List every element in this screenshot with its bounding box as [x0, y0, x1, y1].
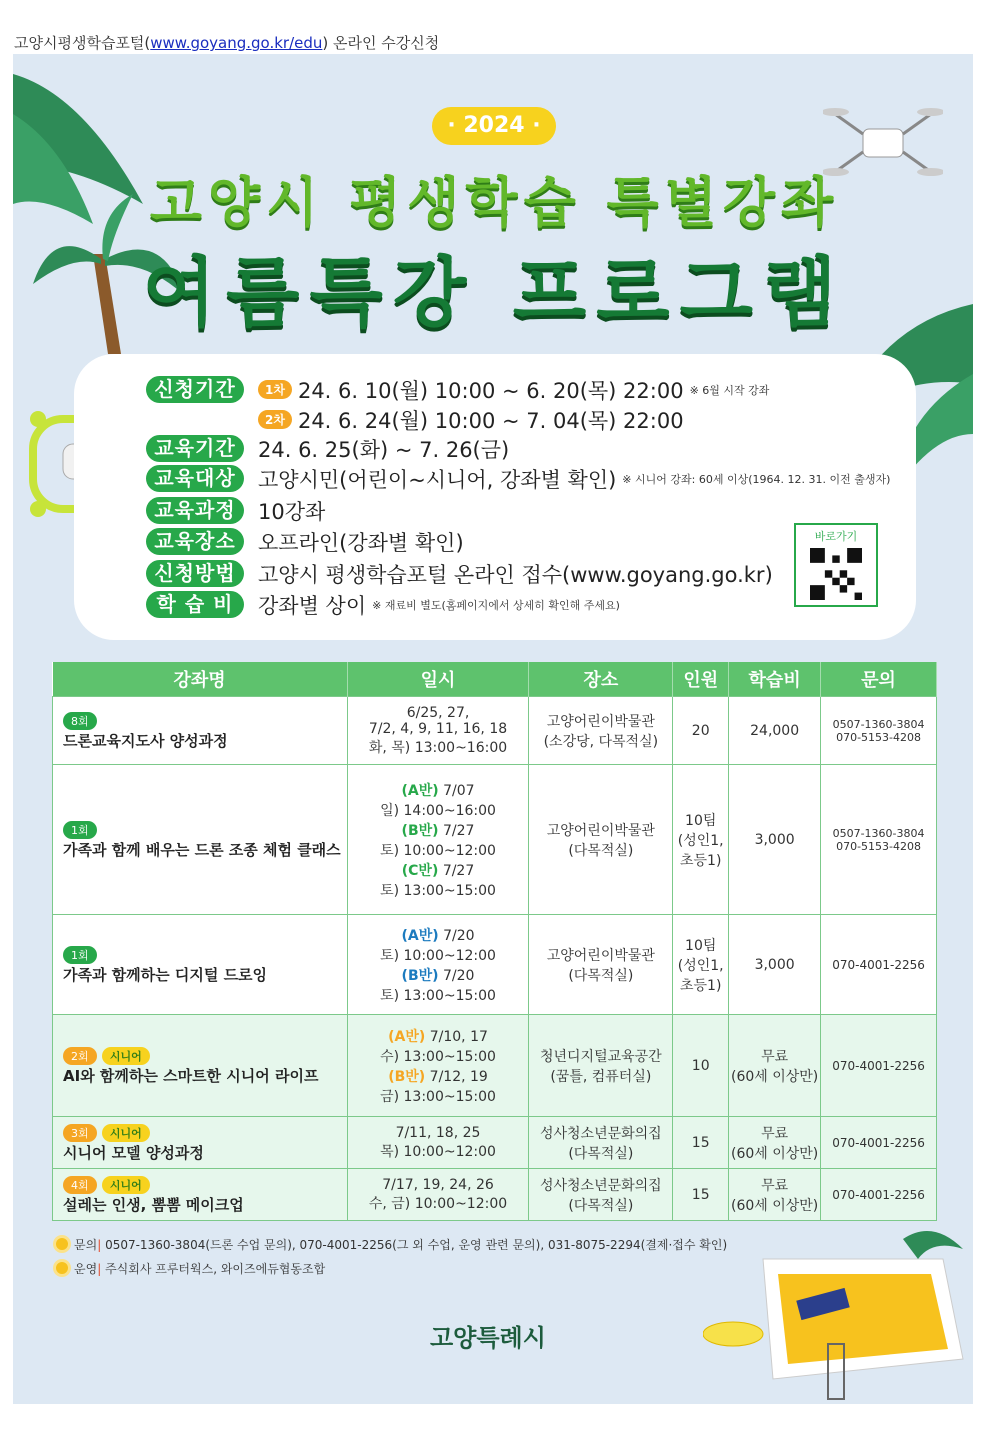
sun-icon: [56, 1238, 68, 1250]
method-value: 고양시 평생학습포털 온라인 접수(www.goyang.go.kr): [258, 562, 773, 587]
portal-link[interactable]: www.goyang.go.kr/edu: [150, 34, 323, 52]
fee-line: (60세 이상만): [730, 1145, 819, 1162]
contact-line: 070-5153-4208: [836, 730, 922, 744]
info-method: [146, 560, 773, 587]
info-target: [146, 465, 890, 492]
fee-note: ※ 재료비 별도(홈페이지에서 상세히 확인해 주세요): [372, 598, 620, 612]
place-line: 청년디지털교육공간: [539, 1048, 662, 1065]
target-value: 고양시민(어린이~시니어, 강좌별 확인): [258, 467, 617, 492]
apply-period-1: 24. 6. 10(월) 10:00 ~ 6. 20(목) 22:00: [297, 378, 684, 403]
contact-cell: 070-4001-2256: [821, 1117, 937, 1169]
contact-line: 0507-1360-3804: [832, 826, 925, 840]
class-time: 토) 10:00~12:00: [380, 842, 496, 859]
people-cell: 10: [673, 1015, 729, 1117]
place-line: (소강당, 다목적실): [543, 733, 659, 750]
place-value: 오프라인(강좌별 확인): [258, 530, 464, 555]
info-course: [146, 497, 325, 524]
time-line: 목) 10:00~12:00: [380, 1143, 496, 1160]
class-b-label: (B반): [401, 967, 439, 984]
time-line: 7/2, 4, 9, 11, 16, 18: [368, 720, 508, 737]
course-value: 10강좌: [258, 499, 326, 524]
time-line: 화, 목) 13:00~16:00: [368, 739, 508, 756]
table-row: [53, 765, 937, 915]
city-logo: 고양특례시: [430, 1324, 546, 1352]
class-a-label: (A반): [401, 782, 439, 799]
sun-icon: [56, 1262, 68, 1274]
label-fee: 학 습 비: [146, 591, 244, 618]
people-line: (성인1,: [677, 832, 724, 849]
year-badge: · 2024 ·: [432, 107, 556, 145]
operator-text: 주식회사 프루터웍스, 와이즈에듀협동조합: [105, 1262, 326, 1276]
place-line: (다목적실): [568, 967, 634, 984]
header-people: 인원: [673, 662, 729, 697]
fee-line: 무료: [761, 1048, 789, 1065]
header-place: 장소: [529, 662, 673, 697]
people-line: 초등1): [679, 977, 722, 994]
inquiry-text: 0507-1360-3804(드론 수업 문의), 070-4001-2256(그 외 수업, 운영 관련 문의), 031-8075-2294(결제·접수 확인): [105, 1238, 728, 1252]
place-line: 성사청소년문화의집: [539, 1177, 662, 1194]
header-course: 강좌명: [53, 662, 348, 697]
session-badge: 1회: [63, 946, 97, 964]
table-row: [53, 1015, 937, 1117]
table-row: [53, 915, 937, 1015]
qr-label: 바로가기: [814, 530, 858, 543]
header-fee: 학습비: [729, 662, 821, 697]
course-name: 가족과 함께 배우는 드론 조종 체험 클래스: [63, 840, 341, 859]
class-time: 일) 14:00~16:00: [380, 802, 496, 819]
class-time: 토) 13:00~15:00: [380, 987, 496, 1004]
contact-line: 070-5153-4208: [836, 839, 922, 853]
operator-label: 운영: [74, 1262, 98, 1276]
people-cell: 15: [673, 1117, 729, 1169]
period-value: 24. 6. 25(화) ~ 7. 26(금): [258, 437, 510, 462]
header-contact: 문의: [821, 662, 937, 697]
inquiry-label: 문의: [74, 1238, 98, 1252]
time-line: 수, 금) 10:00~12:00: [368, 1195, 508, 1212]
class-c-label: (C반): [401, 862, 439, 879]
table-row: [53, 1117, 937, 1169]
senior-badge: 시니어: [102, 1176, 150, 1194]
info-apply: [146, 376, 769, 403]
apply-period-2: 24. 6. 24(월) 10:00 ~ 7. 04(목) 22:00: [297, 408, 684, 433]
fee-cell: 24,000: [729, 697, 821, 765]
fee-line: (60세 이상만): [730, 1068, 819, 1085]
place-line: 고양어린이박물관: [546, 947, 655, 964]
round-1-badge: 1차: [258, 380, 292, 399]
target-note: ※ 시니어 강좌: 60세 이상(1964. 12. 31. 이전 출생자): [622, 472, 891, 486]
table-row: [53, 1169, 937, 1221]
class-time: 금) 13:00~15:00: [380, 1088, 496, 1105]
label-place: 교육장소: [146, 528, 244, 555]
time-line: 7/11, 18, 25: [395, 1124, 481, 1141]
label-period: 교육기간: [146, 435, 244, 462]
info-place: [146, 528, 464, 555]
course-name: 가족과 함께하는 디지털 드로잉: [63, 965, 268, 984]
class-time: 수) 13:00~15:00: [380, 1048, 496, 1065]
place-line: (다목적실): [568, 1145, 634, 1162]
class-b-label: (B반): [401, 822, 439, 839]
title-main: 고양시 평생학습 특별강좌: [149, 171, 840, 234]
place-line: 고양어린이박물관: [546, 713, 655, 730]
class-time: 토) 10:00~12:00: [380, 947, 496, 964]
session-badge: 4회: [63, 1176, 97, 1194]
session-badge: 2회: [63, 1047, 97, 1065]
time-line: 6/25, 27,: [406, 704, 470, 721]
fee-cell: 3,000: [729, 915, 821, 1015]
contact-line: 0507-1360-3804: [832, 717, 925, 731]
class-date: 7/27: [442, 862, 475, 879]
label-course: 교육과정: [146, 497, 244, 524]
time-line: 7/17, 19, 24, 26: [382, 1176, 494, 1193]
round-2-badge: 2차: [258, 410, 292, 429]
contact-cell: 070-4001-2256: [821, 915, 937, 1015]
place-line: (다목적실): [568, 842, 634, 859]
table-row: [53, 697, 937, 765]
class-b-label: (B반): [388, 1068, 426, 1085]
fee-line: 무료: [761, 1177, 789, 1194]
senior-badge: 시니어: [102, 1124, 150, 1142]
fee-cell: 3,000: [729, 765, 821, 915]
label-method: 신청방법: [146, 560, 244, 587]
qr-code-icon: [810, 548, 862, 600]
session-badge: 3회: [63, 1124, 97, 1142]
course-table: [52, 662, 937, 1221]
session-badge: 1회: [63, 821, 97, 839]
session-badge: 8회: [63, 712, 97, 730]
class-date: 7/12, 19: [429, 1068, 488, 1085]
info-fee: [146, 591, 620, 618]
people-line: 초등1): [679, 852, 722, 869]
contact-cell: 070-4001-2256: [821, 1015, 937, 1117]
fee-line: (60세 이상만): [730, 1197, 819, 1214]
course-name: 설레는 인생, 뽐뽐 메이크업: [63, 1195, 244, 1214]
course-name: 시니어 모델 양성과정: [63, 1143, 204, 1162]
place-line: (다목적실): [568, 1197, 634, 1214]
class-date: 7/20: [443, 927, 475, 944]
place-line: 고양어린이박물관: [546, 822, 655, 839]
people-line: 10팀: [685, 937, 717, 954]
class-date: 7/07: [443, 782, 475, 799]
course-name: AI와 함께하는 스마트한 시니어 라이프: [63, 1066, 319, 1085]
label-target: 교육대상: [146, 465, 244, 492]
class-date: 7/27: [443, 822, 475, 839]
contact-cell: 070-4001-2256: [821, 1169, 937, 1221]
title-sub: 여름특강 프로그램: [142, 248, 847, 337]
fee-value: 강좌별 상이: [258, 593, 367, 618]
course-name: 드론교육지도사 양성과정: [63, 731, 228, 750]
fee-line: 무료: [761, 1125, 789, 1142]
place-line: 성사청소년문화의집: [539, 1125, 662, 1142]
apply-note: ※ 6월 시작 강좌: [689, 383, 770, 397]
people-cell: 15: [673, 1169, 729, 1221]
pool-illustration-icon: [703, 1219, 973, 1404]
people-line: (성인1,: [677, 957, 724, 974]
class-a-label: (A반): [401, 927, 439, 944]
top-caption: 고양시평생학습포털(www.goyang.go.kr/edu) 온라인 수강신청: [14, 34, 440, 52]
header-time: 일시: [347, 662, 529, 697]
label-apply: 신청기간: [146, 376, 244, 403]
info-period: [146, 435, 509, 462]
qr-code[interactable]: [794, 523, 878, 607]
people-line: 10팀: [685, 812, 717, 829]
info-apply-2: [258, 406, 684, 433]
footer-operator: 운영| 주식회사 프루터웍스, 와이즈에듀협동조합: [56, 1260, 325, 1277]
place-line: (꿈틀, 컴퓨터실): [550, 1068, 652, 1085]
footer-inquiry: 문의| 0507-1360-3804(드론 수업 문의), 070-4001-2256(그 외 수업, 운영 관련 문의), 031-8075-2294(결제·접수 확인): [56, 1236, 727, 1253]
class-time: 토) 13:00~15:00: [380, 882, 496, 899]
class-date: 7/10, 17: [429, 1028, 488, 1045]
people-cell: 20: [673, 697, 729, 765]
senior-badge: 시니어: [102, 1047, 150, 1065]
class-date: 7/20: [443, 967, 475, 984]
class-a-label: (A반): [388, 1028, 426, 1045]
